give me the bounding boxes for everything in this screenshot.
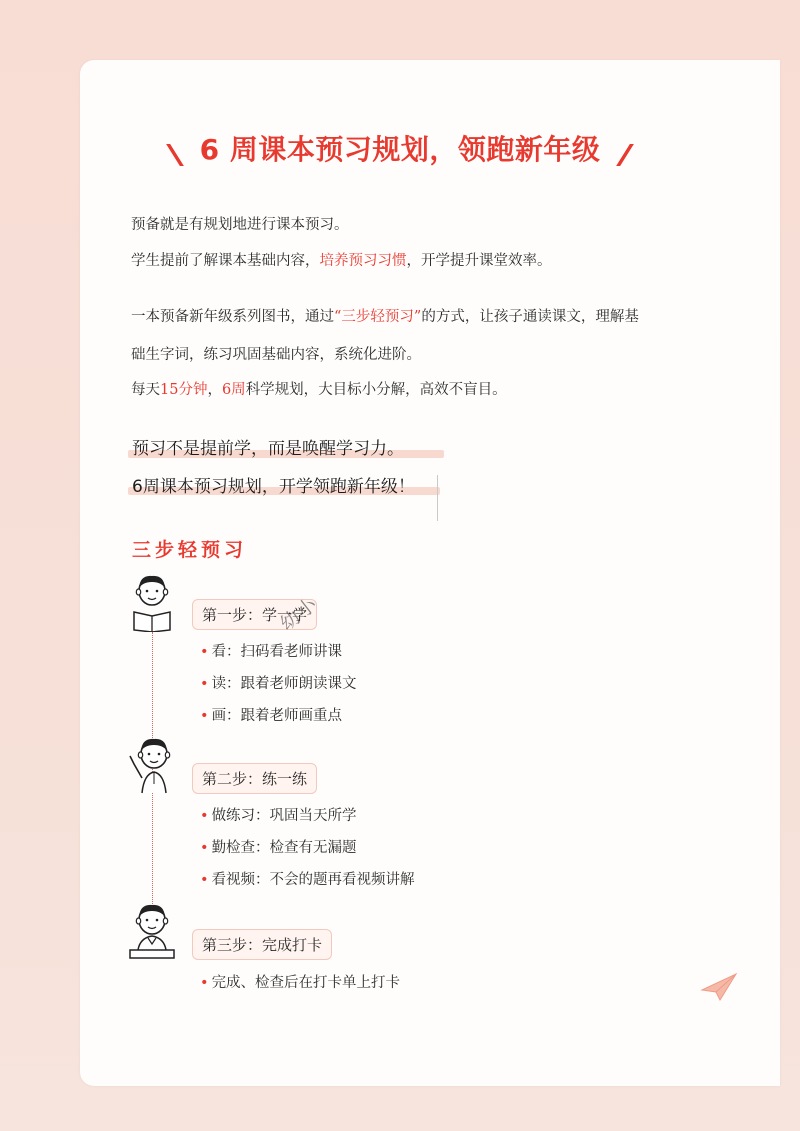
series-line-1-text-b: 的方式，让孩子通读课文，理解基 — [421, 309, 639, 325]
step-1-item — [200, 640, 342, 661]
step-3-item — [200, 971, 400, 992]
highlight-divider — [437, 475, 438, 521]
title-right-slash — [617, 144, 635, 166]
series-line-3-text-b: ， — [207, 382, 222, 398]
step-1-item — [200, 704, 342, 725]
step-2-item-text: 看视频：不会的题再看视频讲解 — [211, 872, 415, 888]
series-line-3-emphasis-time: 15分钟 — [160, 382, 208, 398]
step-3-item-text: 完成、检查后在打卡单上打卡 — [211, 975, 401, 991]
step-1-item — [200, 672, 357, 693]
step-1-item-text: 看：扫码看老师讲课 — [211, 644, 343, 660]
step-2-item-text: 做练习：巩固当天所学 — [211, 808, 357, 824]
boy-reading-icon — [128, 570, 176, 632]
bullet-dot: • — [200, 644, 209, 660]
bullet-dot: • — [200, 708, 209, 724]
step-1-item-text: 读：跟着老师朗读课文 — [211, 676, 357, 692]
intro-line-1: 预备就是有规划地进行课本预习。 — [131, 217, 349, 233]
step-2-item — [200, 836, 357, 857]
bullet-dot: • — [200, 872, 209, 888]
boy-writing-icon — [126, 900, 178, 960]
series-line-1-emphasis: “三步轻预习” — [334, 309, 422, 325]
intro-line-2 — [131, 249, 552, 270]
highlight-line-1: 预习不是提前学，而是唤醒学习力。 — [132, 439, 404, 459]
series-line-1-text-a: 一本预备新年级系列图书，通过 — [131, 309, 334, 325]
step-2-item — [200, 868, 415, 889]
page-title-row — [0, 128, 800, 168]
intro-line-2-emphasis: 培养预习习惯 — [319, 253, 407, 269]
series-line-3 — [131, 378, 507, 399]
series-line-2: 础生字词，练习巩固基础内容，系统化进阶。 — [131, 347, 421, 363]
bullet-dot: • — [200, 676, 209, 692]
series-line-3-emphasis-weeks: 6周 — [221, 382, 246, 398]
step-2-item — [200, 804, 357, 825]
series-line-3-text-c: 科学规划，大目标小分解，高效不盲目。 — [245, 382, 507, 398]
intro-line-2-text-b: ，开学提升课堂效率。 — [406, 253, 552, 269]
bullet-dot: • — [200, 840, 209, 856]
step-1-item-text: 画：跟着老师画重点 — [211, 708, 343, 724]
step-3-label: 第三步：完成打卡 — [192, 929, 332, 960]
boy-raising-hand-icon — [124, 734, 180, 794]
series-line-3-text-a: 每天 — [131, 382, 160, 398]
intro-line-2-text-a: 学生提前了解课本基础内容， — [131, 253, 320, 269]
bullet-dot: • — [200, 975, 209, 991]
step-2-label: 第二步：练一练 — [192, 763, 317, 794]
watermark-text: 幼小 — [276, 592, 323, 636]
step-1-label: 第一步：学一学 — [192, 599, 317, 630]
section-title: 三步轻预习 — [132, 539, 248, 561]
paper-plane-icon — [700, 972, 738, 1002]
step-2-item-text: 勤检查：检查有无漏题 — [211, 840, 357, 856]
series-line-1 — [131, 305, 639, 326]
page-title: 6 周课本预习规划，领跑新年级 — [199, 133, 601, 166]
title-left-slash — [166, 144, 184, 166]
highlight-line-2: 6周课本预习规划，开学领跑新年级！ — [132, 477, 415, 497]
bullet-dot: • — [200, 808, 209, 824]
